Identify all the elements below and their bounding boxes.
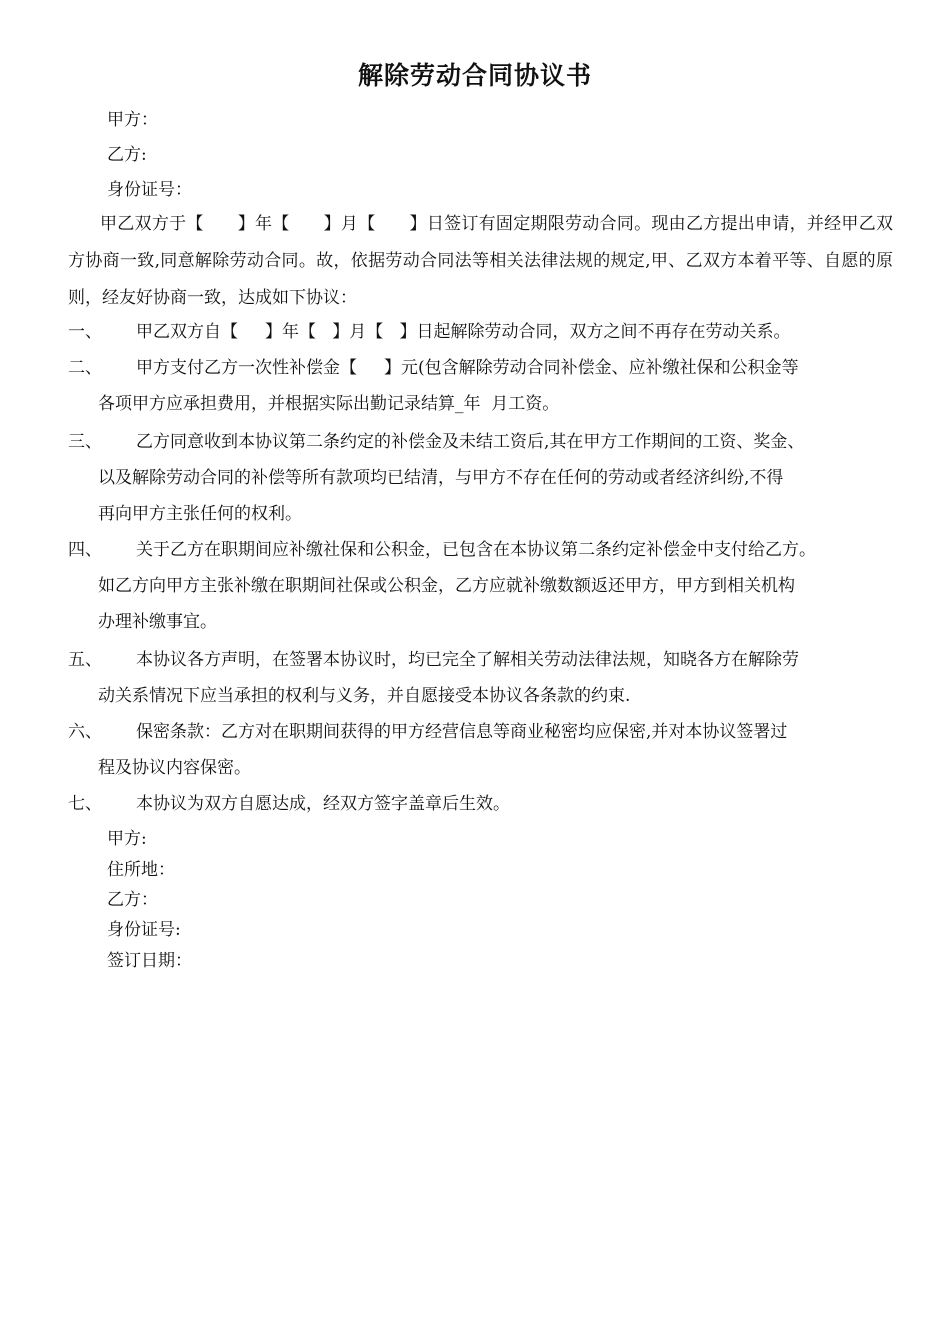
intro-text-1: 甲乙双方于【 bbox=[100, 214, 204, 234]
signature-address: 住所地： bbox=[107, 860, 175, 880]
clause-number: 二、 bbox=[68, 358, 102, 378]
signature-party-b: 乙方： bbox=[107, 890, 158, 910]
intro-paragraph bbox=[68, 206, 893, 317]
month-blank bbox=[290, 214, 324, 234]
clause-text-continued: 以及解除劳动合同的补偿等所有款项均已结清，与甲方不存在任何的劳动或者经济纠纷,不得 bbox=[98, 468, 784, 488]
clause-4 bbox=[68, 532, 894, 640]
clause-text: 关于乙方在职期间应补缴社保和公积金，已包含在本协议第二条约定补偿金中支付给乙方。 bbox=[136, 540, 816, 560]
clause-number: 六、 bbox=[68, 722, 102, 742]
party-a-field: 甲方： bbox=[107, 110, 158, 130]
clause-number: 七、 bbox=[68, 794, 102, 814]
clause-text-continued: 各项甲方应承担费用，并根据实际出勤记录结算_年 月工资。 bbox=[98, 394, 560, 414]
clause-text-continued: 动关系情况下应当承担的权利与义务，并自愿接受本协议各条款的约束. bbox=[98, 686, 631, 706]
year-blank bbox=[204, 214, 238, 234]
clause-3 bbox=[68, 424, 894, 532]
day-blank bbox=[375, 214, 409, 234]
clause-number: 三、 bbox=[68, 432, 102, 452]
clause-text: 本协议为双方自愿达成，经双方签字盖章后生效。 bbox=[136, 794, 510, 814]
clause-text: 本协议各方声明，在签署本协议时，均已完全了解相关劳动法律法规，知晓各方在解除劳 bbox=[136, 650, 799, 670]
clause-6 bbox=[68, 714, 894, 786]
clause-7 bbox=[68, 786, 894, 822]
clause-number: 一、 bbox=[68, 322, 102, 342]
signature-date: 签订日期： bbox=[107, 951, 192, 971]
intro-text-4: 】日签订有固定期限劳动合同。现由乙方提出申请，并经甲乙双方协商一致,同意解除劳动合同。故，依据劳动合同法等相关法律法规的规定,甲、乙双方本着平等、自愿的原则，经友好协商一致，达成如下协议： bbox=[68, 214, 893, 308]
id-number-field: 身份证号： bbox=[107, 180, 192, 200]
signature-party-a: 甲方: bbox=[107, 829, 147, 849]
intro-text-2: 】年【 bbox=[237, 214, 290, 234]
clause-5 bbox=[68, 642, 894, 714]
clause-number: 四、 bbox=[68, 540, 102, 560]
clause-text-continued: 如乙方向甲方主张补缴在职期间社保或公积金，乙方应就补缴数额返还甲方，甲方到相关机构 bbox=[98, 576, 795, 596]
clause-text: 甲方支付乙方一次性补偿金【 】元(包含解除劳动合同补偿金、应补缴社保和公积金等 bbox=[136, 358, 799, 378]
party-b-field: 乙方: bbox=[107, 145, 147, 165]
clause-text: 甲乙双方自【 】年【 】月【 】日起解除劳动合同，双方之间不再存在劳动关系。 bbox=[136, 322, 791, 342]
document-title: 解除劳动合同协议书 bbox=[357, 61, 592, 90]
signature-id-number: 身份证号: bbox=[107, 920, 181, 940]
clause-number: 五、 bbox=[68, 650, 102, 670]
intro-text-3: 】月【 bbox=[323, 214, 376, 234]
clause-1 bbox=[68, 314, 894, 350]
clause-text: 保密条款：乙方对在职期间获得的甲方经营信息等商业秘密均应保密,并对本协议签署过 bbox=[136, 722, 788, 742]
clause-text-continued: 办理补缴事宜。 bbox=[98, 612, 217, 632]
clause-text-continued: 程及协议内容保密。 bbox=[98, 758, 251, 778]
clause-2 bbox=[68, 350, 894, 422]
clause-text: 乙方同意收到本协议第二条约定的补偿金及未结工资后,其在甲方工作期间的工资、奖金、 bbox=[136, 432, 805, 452]
clause-text-continued: 再向甲方主张任何的权利。 bbox=[98, 504, 302, 524]
